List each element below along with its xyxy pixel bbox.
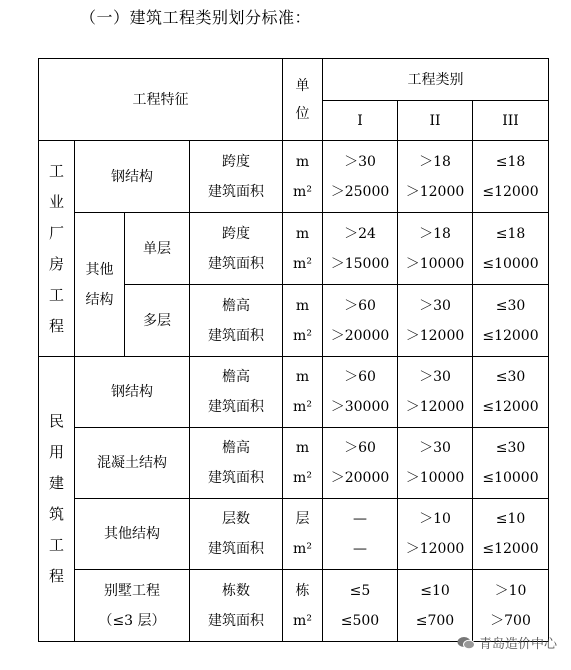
row-class-1: ＞24 ＞15000	[323, 213, 398, 285]
row-class-2: ＞18 ＞12000	[398, 141, 473, 213]
row-class-2: ＞18 ＞10000	[398, 213, 473, 285]
row-name: 其他 结构	[75, 213, 125, 357]
row-items: 跨度 建筑面积	[190, 213, 283, 285]
row-class-1: — —	[323, 499, 398, 570]
header-feature: 工程特征	[39, 59, 283, 141]
table-row	[39, 213, 549, 285]
row-units: m m²	[283, 428, 323, 499]
row-units: m m²	[283, 141, 323, 213]
classification-table	[38, 58, 549, 642]
row-items: 跨度 建筑面积	[190, 141, 283, 213]
row-class-2: ＞30 ＞12000	[398, 357, 473, 428]
row-items: 层数 建筑面积	[190, 499, 283, 570]
row-units: 层 m²	[283, 499, 323, 570]
row-class-2: ≤10 ≤700	[398, 570, 473, 642]
row-units: m m²	[283, 357, 323, 428]
row-name: 其他结构	[75, 499, 190, 570]
row-sub: 多层	[125, 285, 190, 357]
header-class-3: III	[473, 101, 549, 141]
row-class-2: ＞10 ＞12000	[398, 499, 473, 570]
header-class-1: I	[323, 101, 398, 141]
row-name: 混凝土结构	[75, 428, 190, 499]
row-class-2: ＞30 ＞10000	[398, 428, 473, 499]
group-civil: 民 用 建 筑 工 程	[39, 357, 75, 642]
row-class-3: ＞10 ＞700	[473, 570, 549, 642]
row-items: 栋数 建筑面积	[190, 570, 283, 642]
table-row	[39, 428, 549, 499]
table-row	[39, 499, 549, 570]
row-class-3: ≤18 ≤12000	[473, 141, 549, 213]
row-class-3: ≤30 ≤12000	[473, 285, 549, 357]
row-units: 栋 m²	[283, 570, 323, 642]
row-items: 檐高 建筑面积	[190, 428, 283, 499]
row-class-3: ≤18 ≤10000	[473, 213, 549, 285]
row-class-1: ＞60 ＞20000	[323, 428, 398, 499]
row-class-1: ＞60 ＞30000	[323, 357, 398, 428]
row-class-1: ＞60 ＞20000	[323, 285, 398, 357]
row-units: m m²	[283, 285, 323, 357]
section-heading: （一）建筑工程类别划分标准：	[80, 8, 312, 27]
row-items: 檐高 建筑面积	[190, 357, 283, 428]
header-unit: 单 位	[283, 59, 323, 141]
row-class-3: ≤30 ≤10000	[473, 428, 549, 499]
table-row	[39, 570, 549, 642]
header-category: 工程类别	[323, 59, 549, 101]
row-name: 钢结构	[75, 357, 190, 428]
group-industrial: 工 业 厂 房 工 程	[39, 141, 75, 357]
row-sub: 单层	[125, 213, 190, 285]
table-row	[39, 357, 549, 428]
row-class-1: ≤5 ≤500	[323, 570, 398, 642]
row-name: 钢结构	[75, 141, 190, 213]
row-class-1: ＞30 ＞25000	[323, 141, 398, 213]
wechat-icon	[457, 636, 475, 650]
row-class-3: ≤30 ≤12000	[473, 357, 549, 428]
watermark: 青岛造价中心	[457, 633, 557, 652]
header-class-2: II	[398, 101, 473, 141]
row-name: 别墅工程 （≤3 层）	[75, 570, 190, 642]
row-units: m m²	[283, 213, 323, 285]
row-class-3: ≤10 ≤12000	[473, 499, 549, 570]
row-class-2: ＞30 ＞12000	[398, 285, 473, 357]
table-row	[39, 141, 549, 213]
row-items: 檐高 建筑面积	[190, 285, 283, 357]
